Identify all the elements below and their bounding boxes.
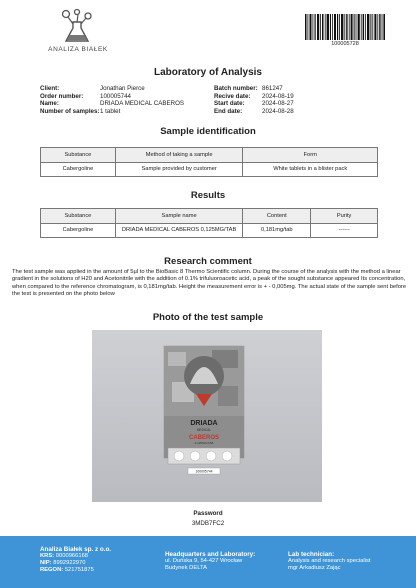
info-value: 100005744	[100, 92, 131, 100]
footer-technician	[288, 551, 370, 572]
results-title: Results	[190, 190, 226, 201]
footer-company-name: Analiza Białek sp. z o.o.	[40, 546, 112, 553]
info-row-receive	[214, 93, 294, 101]
table-header-cell: Form	[243, 148, 378, 163]
info-label: Client:	[40, 85, 60, 92]
info-row-batch	[214, 85, 294, 93]
footer-line	[40, 560, 111, 567]
medicine-box	[164, 346, 244, 458]
table-header-cell: Purity	[311, 209, 378, 224]
batch-info	[214, 85, 294, 115]
table-cell: White tablets in a blister pack	[243, 162, 378, 177]
table-cell: ------	[311, 223, 378, 238]
footer-line: ul. Duńska 9, 54-427 Wrocław	[165, 558, 243, 564]
footer-label: KRS:	[40, 553, 55, 559]
table-cell: DRIADA MEDICAL CABEROS 0,125MG/TAB	[115, 223, 243, 238]
info-value: DRIADA MEDICAL CABEROS	[100, 100, 185, 108]
photo-title: Photo of the test sample	[152, 312, 264, 323]
client-info	[40, 85, 184, 115]
footer-headquarters	[165, 551, 255, 572]
table-header-row	[41, 209, 378, 224]
info-value: 861247	[262, 85, 283, 92]
footer-value: 521751875	[64, 567, 94, 573]
sample-photo-illustration	[92, 330, 322, 502]
info-label: Number of samples:	[40, 107, 100, 115]
research-comment-text: The test sample was applied in the amount of 5µl to the BioBasic 8 Thermo Scientific column. During the course of the analysis with the method a linear gradient in the solutions of H20 and Acetonitrile with the addition of 0.1% trifuluoroacetic acid, a peak of the sought substance appeared Its concentration, when compared to the reference chromatogram, is 0,181mg/tab. Height the measurement error is + - 0,005mg. The actual state of the sample sent before the test is presented on the photo below	[12, 269, 407, 298]
document-header	[0, 0, 416, 60]
table-row	[41, 162, 378, 177]
footer-line: Analysis and research specialist	[288, 558, 371, 564]
info-row-samples	[40, 108, 184, 116]
info-label: Name:	[40, 100, 59, 108]
document-footer	[0, 536, 416, 588]
table-cell: 0,181mg/tab	[243, 223, 311, 238]
footer-value: 8992922970	[53, 560, 86, 566]
sample-identification-table	[40, 147, 378, 177]
table-header-row	[41, 148, 378, 163]
sample-label-number: 100005744	[195, 469, 213, 474]
table-header-cell: Substance	[41, 148, 116, 163]
info-row-end	[214, 108, 294, 116]
blister-pack	[168, 448, 240, 464]
table-header-cell: Method of taking a sample	[115, 148, 243, 163]
box-dose-text: 0.125MG/TAB	[194, 441, 214, 445]
table-row	[41, 223, 378, 238]
barcode-image	[305, 14, 385, 40]
info-row-order	[40, 93, 184, 101]
info-label: End date:	[214, 107, 243, 115]
table-header-cell: Substance	[41, 209, 116, 224]
info-value: 1 tablet	[100, 107, 121, 115]
info-row-name	[40, 100, 184, 108]
table-cell: Cabergoline	[41, 223, 116, 238]
sample-identification-title: Sample identification	[160, 126, 256, 137]
password-label: Password	[193, 510, 223, 517]
info-value: 2024-08-28	[262, 107, 294, 115]
info-row-client	[40, 85, 184, 93]
footer-line: Budynek DELTA	[165, 565, 207, 571]
box-product-text: CABEROS	[188, 435, 220, 441]
box-brand-text: DRIADA	[190, 420, 218, 427]
footer-line	[40, 567, 111, 574]
info-label: Order number:	[40, 92, 84, 100]
footer-value: 0000966168	[55, 553, 89, 559]
footer-company	[40, 546, 111, 574]
table-cell: Cabergoline	[41, 162, 116, 177]
info-label: Batch number:	[214, 85, 258, 92]
footer-label: REGON:	[40, 567, 64, 573]
footer-line: mgr Arkadiusz Zając	[288, 565, 341, 571]
info-value: 2024-08-27	[262, 100, 294, 108]
box-sub-text: MEDICAL	[196, 428, 212, 432]
sample-photo	[92, 330, 322, 502]
company-logo	[38, 8, 118, 58]
info-label: Start date:	[214, 100, 245, 108]
footer-label: NIP:	[40, 560, 52, 566]
footer-line	[40, 553, 111, 560]
results-table	[40, 208, 378, 238]
logo-text: ANALIZA BIAŁEK	[48, 46, 108, 53]
info-label: Recive date:	[214, 92, 251, 100]
barcode-number: 100005728	[331, 41, 359, 47]
table-header-cell: Content	[243, 209, 311, 224]
lab-flask-icon	[58, 8, 98, 44]
table-header-cell: Sample name	[115, 209, 243, 224]
table-cell: Sample provided by customer	[115, 162, 243, 177]
footer-tech-title: Lab technician:	[288, 551, 335, 558]
info-value: Jonathan Pierce	[100, 85, 145, 92]
lab-title: Laboratory of Analysis	[154, 67, 262, 78]
research-comment-title: Research comment	[164, 256, 252, 267]
info-row-start	[214, 100, 294, 108]
info-value: 2024-08-19	[262, 92, 294, 100]
password-value: 3MDB7FC2	[191, 520, 225, 527]
footer-hq-title: Headquarters and Laboratory:	[165, 551, 256, 558]
